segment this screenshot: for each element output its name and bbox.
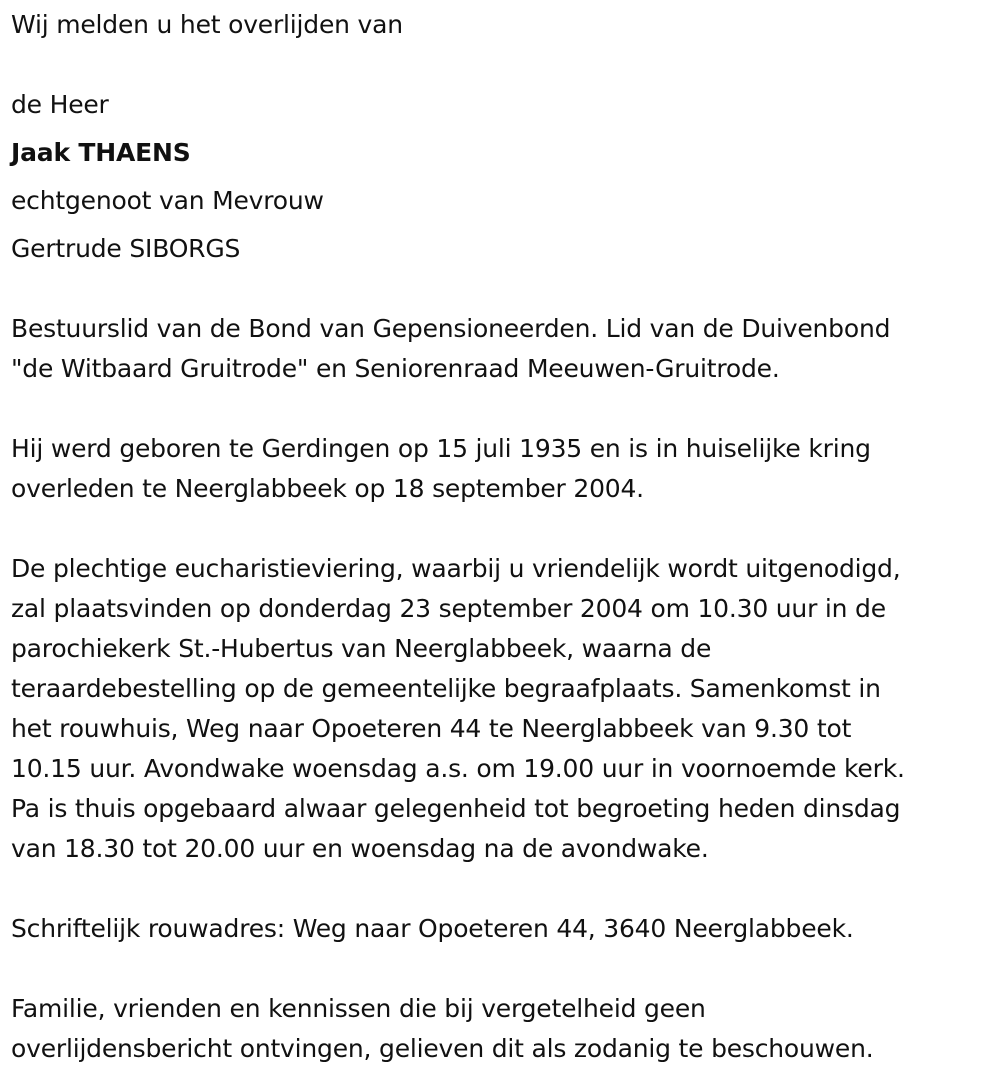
birth-death-line: Hij werd geboren te Gerdingen op 15 juli 1935 en is in huiselijke kring [11, 434, 871, 463]
mourning-address: Schriftelijk rouwadres: Weg naar Opoeteren 44, 3640 Neerglabbeek. [11, 914, 854, 943]
ceremony-line: 10.15 uur. Avondwake woensdag a.s. om 19.00 uur in voornoemde kerk. [11, 754, 905, 783]
affiliations-line: "de Witbaard Gruitrode" en Seniorenraad Meeuwen-Gruitrode. [11, 354, 780, 383]
spouse-name: Gertrude SIBORGS [11, 234, 241, 263]
spouse-line: echtgenoot van Mevrouw [11, 186, 324, 215]
ceremony-line: zal plaatsvinden op donderdag 23 september 2004 om 10.30 uur in de [11, 594, 886, 623]
ceremony-line: Pa is thuis opgebaard alwaar gelegenheid tot begroeting heden dinsdag [11, 794, 901, 823]
intro-text: Wij melden u het overlijden van [11, 10, 403, 39]
affiliations-line: Bestuurslid van de Bond van Gepensioneerden. Lid van de Duivenbond [11, 314, 891, 343]
title-prefix: de Heer [11, 90, 109, 119]
ceremony-line: De plechtige eucharistieviering, waarbij u vriendelijk wordt uitgenodigd, [11, 554, 901, 583]
ceremony-line: het rouwhuis, Weg naar Opoeteren 44 te Neerglabbeek van 9.30 tot [11, 714, 852, 743]
birth-death-line: overleden te Neerglabbeek op 18 september 2004. [11, 474, 644, 503]
ceremony-line: van 18.30 tot 20.00 uur en woensdag na de avondwake. [11, 834, 709, 863]
deceased-name: Jaak THAENS [11, 138, 191, 167]
closing-line: Familie, vrienden en kennissen die bij vergetelheid geen [11, 994, 706, 1023]
closing-line: overlijdensbericht ontvingen, gelieven dit als zodanig te beschouwen. [11, 1034, 874, 1063]
ceremony-line: teraardebestelling op de gemeentelijke begraafplaats. Samenkomst in [11, 674, 881, 703]
ceremony-line: parochiekerk St.-Hubertus van Neerglabbeek, waarna de [11, 634, 712, 663]
